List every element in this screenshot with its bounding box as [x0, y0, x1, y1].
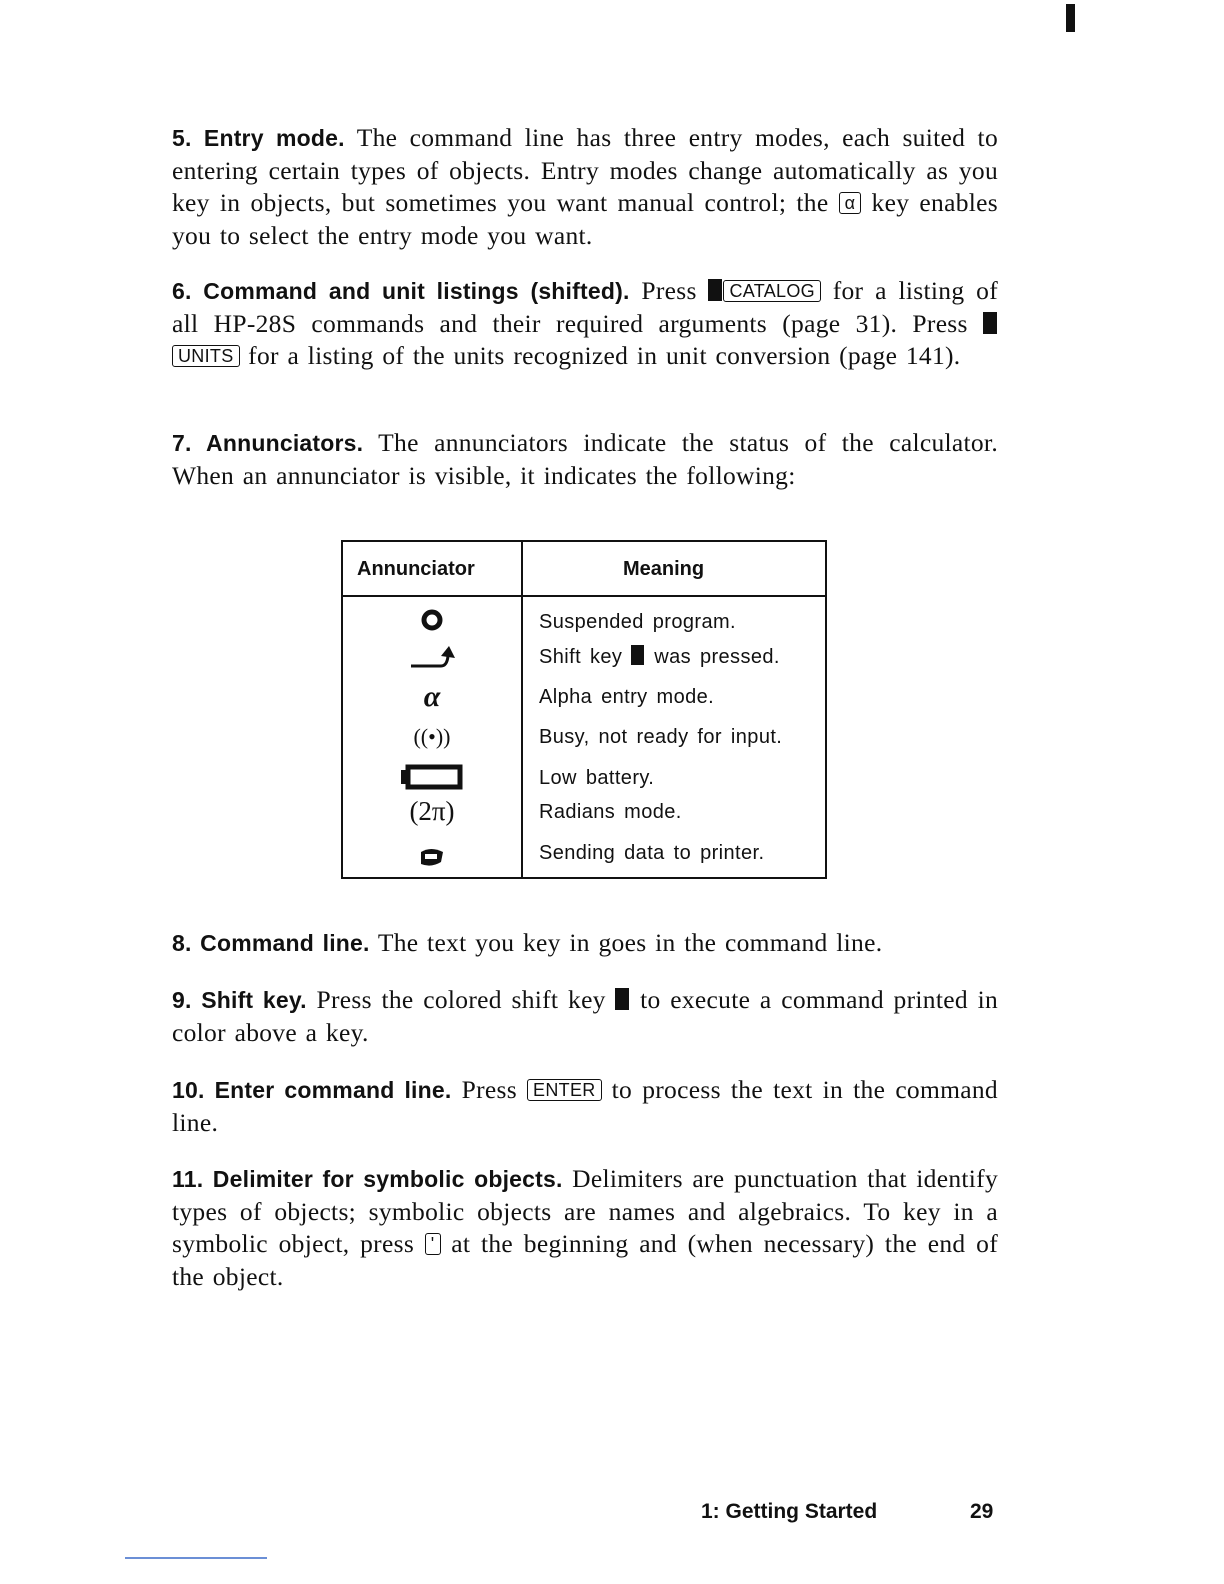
header-annunciator: Annunciator — [357, 558, 475, 580]
item-text: The annunciators indicate the status of the calculator. When an annunciator is visible, it indicates the following: — [172, 428, 998, 490]
item-text: key enables you to select the entry mode you want. — [172, 188, 998, 250]
meaning-text: was pressed. — [645, 646, 780, 668]
item-text: at the beginning and (when necessary) the end of the object. — [172, 1229, 998, 1291]
shift-key-icon — [615, 988, 629, 1010]
page-number: 29 — [970, 1500, 994, 1523]
item-heading: 11. Delimiter for symbolic objects. — [172, 1166, 563, 1192]
shift-key-icon — [983, 312, 997, 334]
shift-key-icon — [631, 645, 644, 665]
item-heading: 7. Annunciators. — [172, 430, 364, 456]
annunciator-table — [341, 540, 827, 879]
item-enter — [172, 1074, 998, 1139]
item-text: Press — [451, 1075, 528, 1104]
radians-icon: (2π) — [409, 796, 455, 826]
item-text: The text you key in goes in the command line. — [369, 928, 883, 957]
shift-arrow-icon — [343, 642, 521, 677]
alpha-key: α — [839, 192, 862, 214]
quote-key: ' — [425, 1233, 441, 1255]
item-entry-mode — [172, 122, 998, 252]
chapter-title: 1: Getting Started — [701, 1500, 878, 1523]
battery-icon — [343, 764, 521, 797]
item-heading: 6. Command and unit listings (shifted). — [172, 278, 630, 304]
item-heading: 10. Enter command line. — [172, 1077, 452, 1103]
item-shift-key — [172, 984, 998, 1049]
header-meaning: Meaning — [623, 558, 705, 580]
meaning-cell: Radians mode. — [539, 801, 682, 823]
scan-line — [125, 1557, 267, 1559]
meaning-cell: Low battery. — [539, 767, 655, 789]
item-heading: 9. Shift key. — [172, 987, 307, 1013]
item-text: to execute a command printed in color above a key. — [172, 985, 999, 1047]
meaning-cell: Sending data to printer. — [539, 842, 765, 864]
meaning-cell: Alpha entry mode. — [539, 686, 715, 708]
alpha-icon: α — [423, 680, 441, 713]
item-heading: 8. Command line. — [172, 930, 370, 956]
units-key: UNITS — [172, 345, 240, 367]
item-command-line — [172, 927, 998, 960]
item-text: Press — [629, 276, 709, 305]
suspended-icon — [343, 608, 521, 639]
meaning-text: Shift key — [539, 646, 632, 668]
meaning-cell: Suspended program. — [539, 611, 736, 633]
item-text: Press the colored shift key — [306, 985, 616, 1014]
meaning-cell: Busy, not ready for input. — [539, 726, 783, 748]
item-text: The command line has three entry modes, each suited to entering certain types of objects. Entry modes change automatically as you key in objects, but sometimes you want manual control; the — [172, 123, 998, 217]
printer-icon — [343, 846, 521, 877]
item-text: Delimiters are punctuation that identify types of objects; symbolic objects are names and algebraics. To key in a symbolic object, press — [172, 1164, 999, 1258]
enter-key: ENTER — [527, 1079, 602, 1101]
catalog-key: CATALOG — [723, 280, 820, 302]
item-command-listings — [172, 275, 998, 373]
item-heading: 5. Entry mode. — [172, 125, 345, 151]
item-text: for a listing of the units recognized in unit conversion (page 141). — [239, 341, 961, 370]
item-annunciators — [172, 427, 998, 492]
busy-icon: ((•)) — [413, 724, 451, 749]
item-text: for a listing of all HP-28S commands and their required arguments (page 31). Press — [172, 276, 998, 338]
shift-key-icon — [708, 279, 722, 301]
item-delimiter — [172, 1163, 998, 1293]
item-text: to process the text in the command line. — [172, 1075, 998, 1137]
meaning-cell — [539, 645, 780, 669]
page-edge-mark — [1066, 4, 1075, 32]
